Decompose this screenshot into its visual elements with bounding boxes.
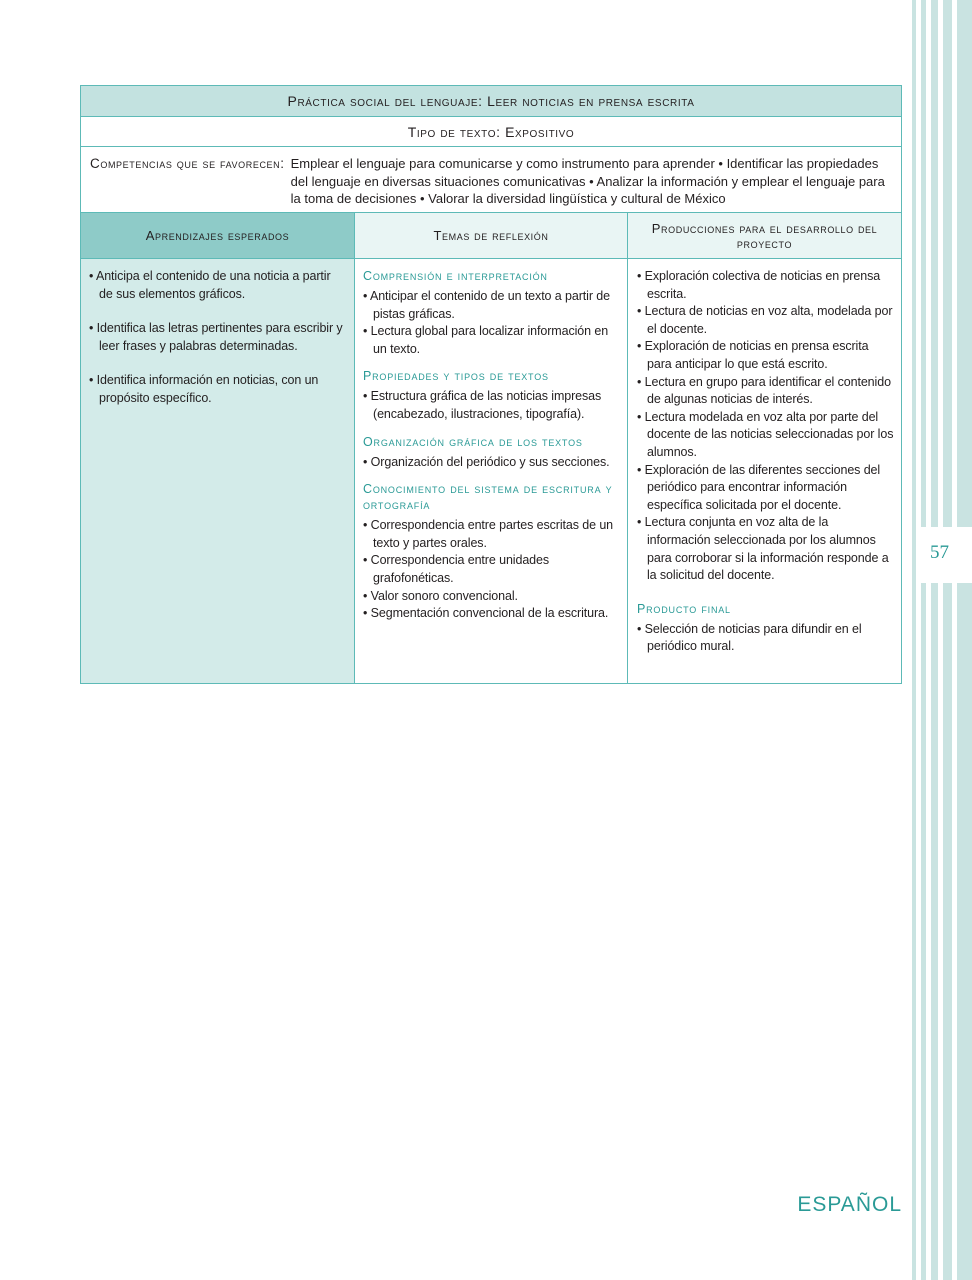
list-item: • Correspondencia entre partes escritas de un texto y partes orales. (363, 517, 621, 552)
temas-column (355, 259, 628, 683)
list-item: • Lectura modelada en voz alta por parte del docente de las noticias seleccionadas por los alumnos. (637, 409, 895, 462)
subject-label: ESPAÑOL (797, 1193, 902, 1216)
text-type-row (81, 117, 901, 147)
list-item: • Lectura de noticias en voz alta, modelada por el docente. (637, 303, 895, 338)
list-item: • Correspondencia entre unidades grafofonéticas. (363, 552, 621, 587)
competencies-text: Emplear el lenguaje para comunicarse y como instrumento para aprender • Identificar las propiedades del lenguaje en diversas situaciones comunicativas • Analizar la información y emplear el lenguaje para la toma de decisiones • Valorar la diversidad lingüística y cultural de México (290, 156, 885, 206)
list-item: • Exploración de noticias en prensa escrita para anticipar lo que está escrito. (637, 338, 895, 373)
competencies-label: Competencias que se favorecen: (90, 156, 285, 171)
header-aprendizajes: Aprendizajes esperados (81, 213, 355, 258)
temas-section (363, 481, 621, 623)
list-item: • Segmentación convencional de la escritura. (363, 605, 621, 623)
aprendizajes-column (81, 259, 355, 683)
header-temas: Temas de reflexión (355, 213, 628, 258)
table-title: Práctica social del lenguaje: Leer noticias en prensa escrita (287, 93, 695, 109)
list-item: • Exploración colectiva de noticias en prensa escrita. (637, 268, 895, 303)
decorative-stripes (912, 0, 972, 1280)
list-item: • Estructura gráfica de las noticias impresas (encabezado, ilustraciones, tipografía). (363, 388, 621, 423)
list-item: • Lectura en grupo para identificar el contenido de algunas noticias de interés. (637, 374, 895, 409)
text-type: Tipo de texto: Expositivo (407, 123, 575, 140)
list-item: • Anticipa el contenido de una noticia a partir de sus elementos gráficos. (89, 268, 346, 303)
section-title: Organización gráfica de los textos (363, 434, 583, 449)
producto-final-title: Producto final (637, 601, 731, 616)
list-item: • Lectura conjunta en voz alta de la información seleccionada por los alumnos para corroborar si la información responde a la solicitud del docente. (637, 514, 895, 584)
list-item: • Exploración de las diferentes secciones del periódico para encontrar información específica solicitada por el docente. (637, 462, 895, 515)
list-item: • Lectura global para localizar información en un texto. (363, 323, 621, 358)
page-number: 57 (930, 542, 949, 563)
competencies-row (81, 147, 901, 213)
list-item: • Identifica información en noticias, con un propósito específico. (89, 372, 346, 407)
list-item: • Valor sonoro convencional. (363, 588, 621, 606)
section-title: Propiedades y tipos de textos (363, 369, 549, 384)
column-header-row (81, 213, 901, 259)
section-title: Conocimiento del sistema de escritura y ortografía (363, 482, 613, 513)
temas-section (363, 434, 621, 472)
temas-section (363, 268, 621, 358)
list-item: • Anticipar el contenido de un texto a partir de pistas gráficas. (363, 288, 621, 323)
temas-section (363, 368, 621, 423)
section-title: Comprensión e interpretación (363, 269, 548, 283)
header-producciones: Producciones para el desarrollo del proyecto (628, 213, 901, 258)
list-item: • Selección de noticias para difundir en el periódico mural. (637, 621, 895, 656)
list-item: • Organización del periódico y sus secciones. (363, 454, 621, 472)
curriculum-table (80, 85, 902, 684)
table-body-row (81, 259, 901, 683)
list-item: • Identifica las letras pertinentes para escribir y leer frases y palabras determinadas. (89, 320, 346, 355)
table-title-row (81, 86, 901, 117)
producciones-column (628, 259, 901, 683)
